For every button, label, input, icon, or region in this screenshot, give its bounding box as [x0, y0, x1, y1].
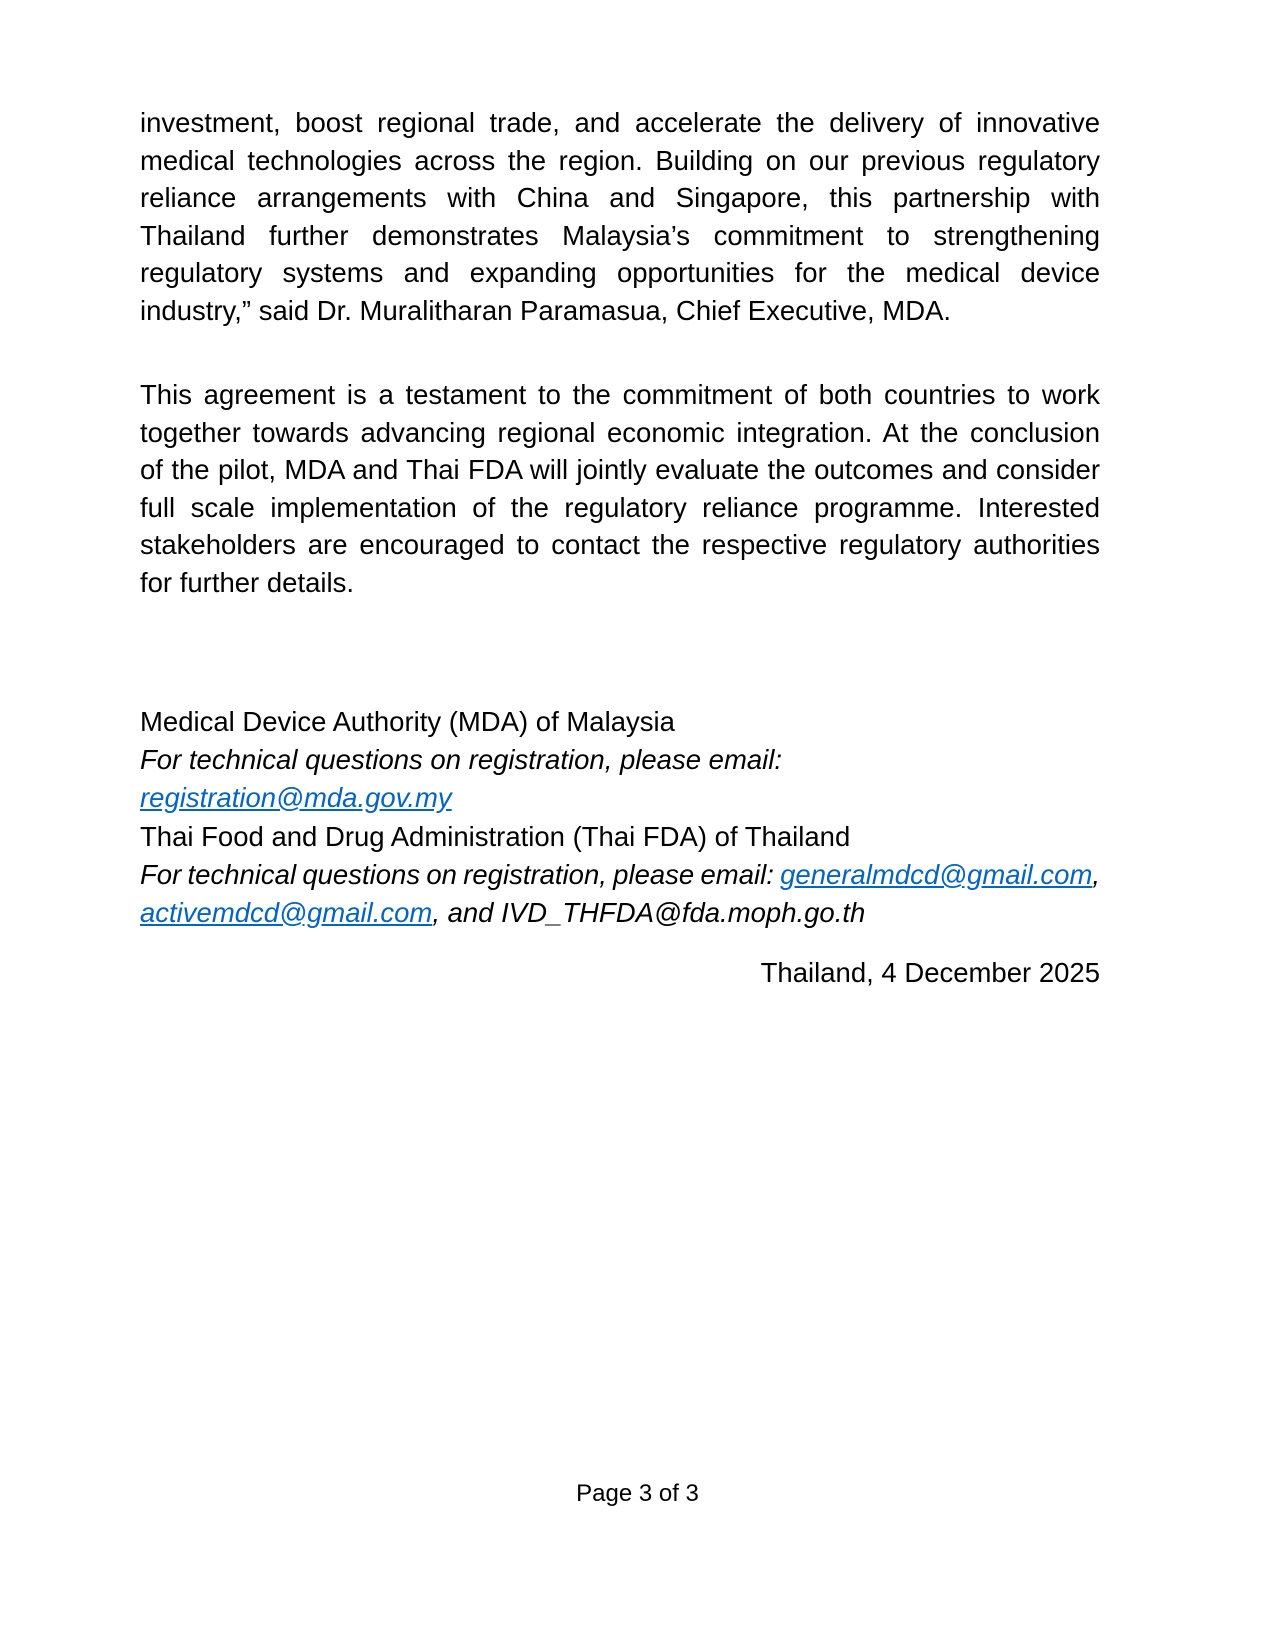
thai-fda-note-line-1 [140, 856, 1100, 894]
paragraph-line: stakeholders are encouraged to contact the respective regulatory authorities [140, 529, 1100, 561]
dateline [140, 954, 1100, 992]
thai-fda-heading-text: Thai Food and Drug Administration (Thai FDA) of Thailand [140, 821, 851, 852]
paragraph-line: medical technologies across the region. Building on our previous regulatory [140, 144, 1100, 176]
mda-contact-note [140, 741, 1100, 816]
paragraph-line: full scale implementation of the regulatory reliance programme. Interested [140, 491, 1100, 523]
thai-fda-note-line-2 [140, 894, 1100, 932]
thai-fda-contact-note [140, 856, 1100, 931]
thai-fda-active-email-link[interactable]: activemdcd@gmail.com [140, 896, 433, 928]
paragraph-line: for further details. [140, 566, 354, 598]
paragraph-line: This agreement is a testament to the commitment of both countries to work [140, 379, 1100, 410]
mda-contact-heading [140, 703, 1100, 741]
mda-note-text: For technical questions on registration, please email: [140, 744, 783, 775]
page-number-text: Page 3 of 3 [576, 1480, 699, 1507]
page-footer [0, 1479, 1275, 1509]
dateline-text: Thailand, 4 December 2025 [760, 957, 1100, 988]
thai-fda-general-email-link[interactable]: generalmdcd@gmail.com [780, 859, 1093, 890]
mda-heading-text: Medical Device Authority (MDA) of Malaysia [140, 706, 675, 737]
paragraph-line: regulatory systems and expanding opportunities for the medical device [140, 257, 1100, 289]
mda-registration-email-link[interactable]: registration@mda.gov.my [140, 781, 452, 813]
separator-text: , [1092, 859, 1100, 890]
paragraph-line: together towards advancing regional economic integration. At the conclusion [140, 416, 1100, 448]
body-paragraph-1 [140, 104, 1100, 330]
paragraph-line: reliance arrangements with China and Singapore, this partnership with [140, 182, 1100, 214]
thai-fda-contact-heading [140, 818, 1100, 856]
body-paragraph-2 [140, 376, 1100, 602]
paragraph-line: investment, boost regional trade, and accelerate the delivery of innovative [140, 107, 1100, 138]
paragraph-line: of the pilot, MDA and Thai FDA will jointly evaluate the outcomes and consider [140, 454, 1100, 486]
thai-fda-note-suffix-text: , and IVD_THFDA@fda.moph.go.th [432, 896, 866, 928]
paragraph-line: industry,” said Dr. Muralitharan Paramasua, Chief Executive, MDA. [140, 294, 952, 326]
paragraph-line: Thailand further demonstrates Malaysia’s commitment to strengthening [140, 219, 1100, 251]
thai-fda-note-text: For technical questions on registration, please email: [140, 859, 781, 890]
